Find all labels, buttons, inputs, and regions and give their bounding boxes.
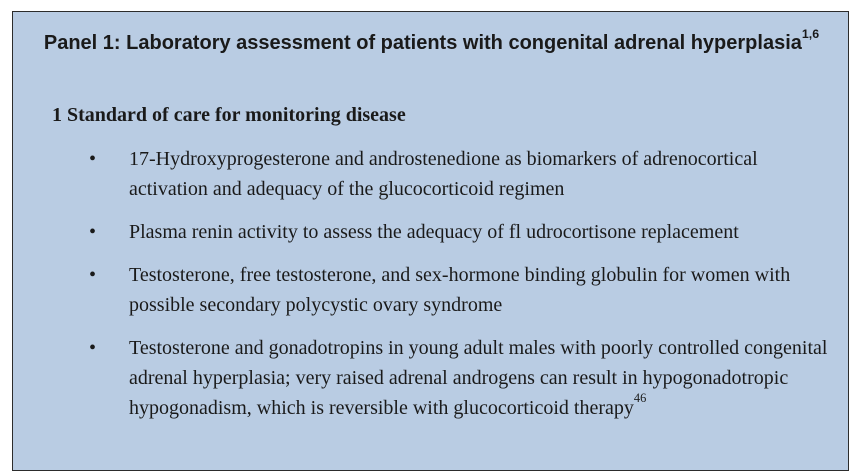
bullet-icon: • (89, 264, 97, 286)
list-item (13, 217, 850, 247)
list-item (13, 144, 850, 204)
list-item-text: Testosterone, free testosterone, and sex-hormone binding globulin for women with possible secondary polycystic ovary syndrome (129, 264, 791, 316)
lab-assessment-panel (12, 11, 849, 471)
list-item-text: Testosterone and gonadotropins in young adult males with poorly controlled congenital adrenal hyperplasia; very raised adrenal androgens can result in hypogonadotropic hypogonadism, which is reversible with glucocorticoid therapy (129, 337, 828, 419)
bullet-icon: • (89, 221, 97, 243)
section-heading: 1 Standard of care for monitoring disease (52, 104, 406, 126)
monitoring-list (13, 144, 850, 436)
bullet-icon: • (89, 337, 97, 359)
list-item-text: 17-Hydroxyprogesterone and androstenedione as biomarkers of adrenocortical activation and adequacy of the glucocorticoid regimen (129, 148, 758, 200)
list-item (13, 333, 850, 423)
panel-title-reference: 1,6 (801, 26, 820, 41)
bullet-icon: • (89, 148, 97, 170)
list-item-text: Plasma renin activity to assess the adequacy of fl udrocortisone replacement (129, 221, 739, 243)
panel-title-text: Panel 1: Laboratory assessment of patients with congenital adrenal hyperplasia (43, 32, 802, 54)
panel-title (13, 26, 850, 57)
list-item (13, 260, 850, 320)
list-item-reference: 46 (633, 390, 647, 405)
